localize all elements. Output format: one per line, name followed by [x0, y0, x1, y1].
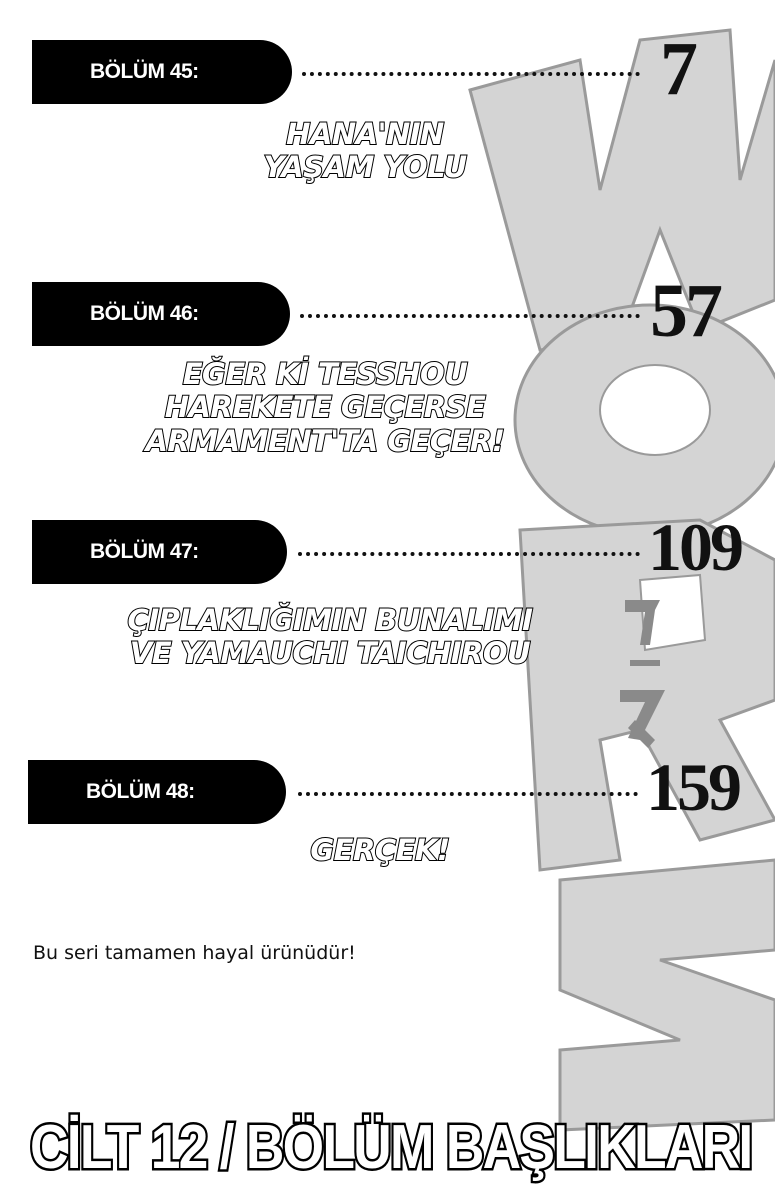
chapter-title: [300, 834, 460, 867]
page-number: 7: [660, 27, 695, 111]
chapter-title: [120, 604, 540, 671]
disclaimer-text: Bu seri tamamen hayal ürünüdür!: [33, 942, 356, 964]
volume-title: CİLT 12 / BÖLÜM BAŞLIKLARI: [30, 1113, 752, 1182]
chapter-label: BÖLÜM 47:: [90, 540, 199, 563]
chapter-title-line: VE YAMAUCHI TAICHIROU: [129, 636, 531, 671]
chapter-label-tab: [32, 40, 292, 104]
chapter-title-line: ÇIPLAKLIĞIMIN BUNALIMI: [127, 603, 533, 637]
chapter-title-line: GERÇEK!: [310, 833, 450, 867]
chapter-label: BÖLÜM 46:: [90, 302, 199, 325]
chapter-label: BÖLÜM 48:: [86, 780, 195, 803]
chapter-title-line: YAŞAM YOLU: [263, 150, 467, 185]
chapter-label: BÖLÜM 45:: [90, 60, 199, 83]
dotted-leader: [298, 792, 638, 796]
chapter-title: [200, 118, 530, 185]
dotted-leader: [300, 314, 640, 318]
chapter-label-tab: [32, 520, 287, 584]
dotted-leader: [302, 72, 640, 76]
chapter-title-line: HANA'NIN: [286, 117, 444, 151]
chapter-row[interactable]: [0, 509, 775, 590]
chapter-row[interactable]: [0, 269, 775, 353]
chapter-label-tab: [28, 760, 286, 824]
page-number: 57: [650, 269, 720, 353]
chapter-title-line: ARMAMENT'TA GEÇER!: [145, 423, 505, 458]
chapter-label-tab: [32, 282, 290, 346]
chapter-title-line: HAREKETE GEÇERSE: [164, 390, 486, 425]
page-number: 159: [646, 749, 739, 825]
dotted-leader: [298, 552, 640, 556]
chapter-title: [140, 358, 510, 458]
chapter-row[interactable]: [0, 749, 775, 830]
page-number: 109: [648, 509, 741, 585]
chapter-row[interactable]: [0, 27, 775, 111]
chapter-title-line: EĞER Kİ TESSHOU: [182, 357, 468, 391]
